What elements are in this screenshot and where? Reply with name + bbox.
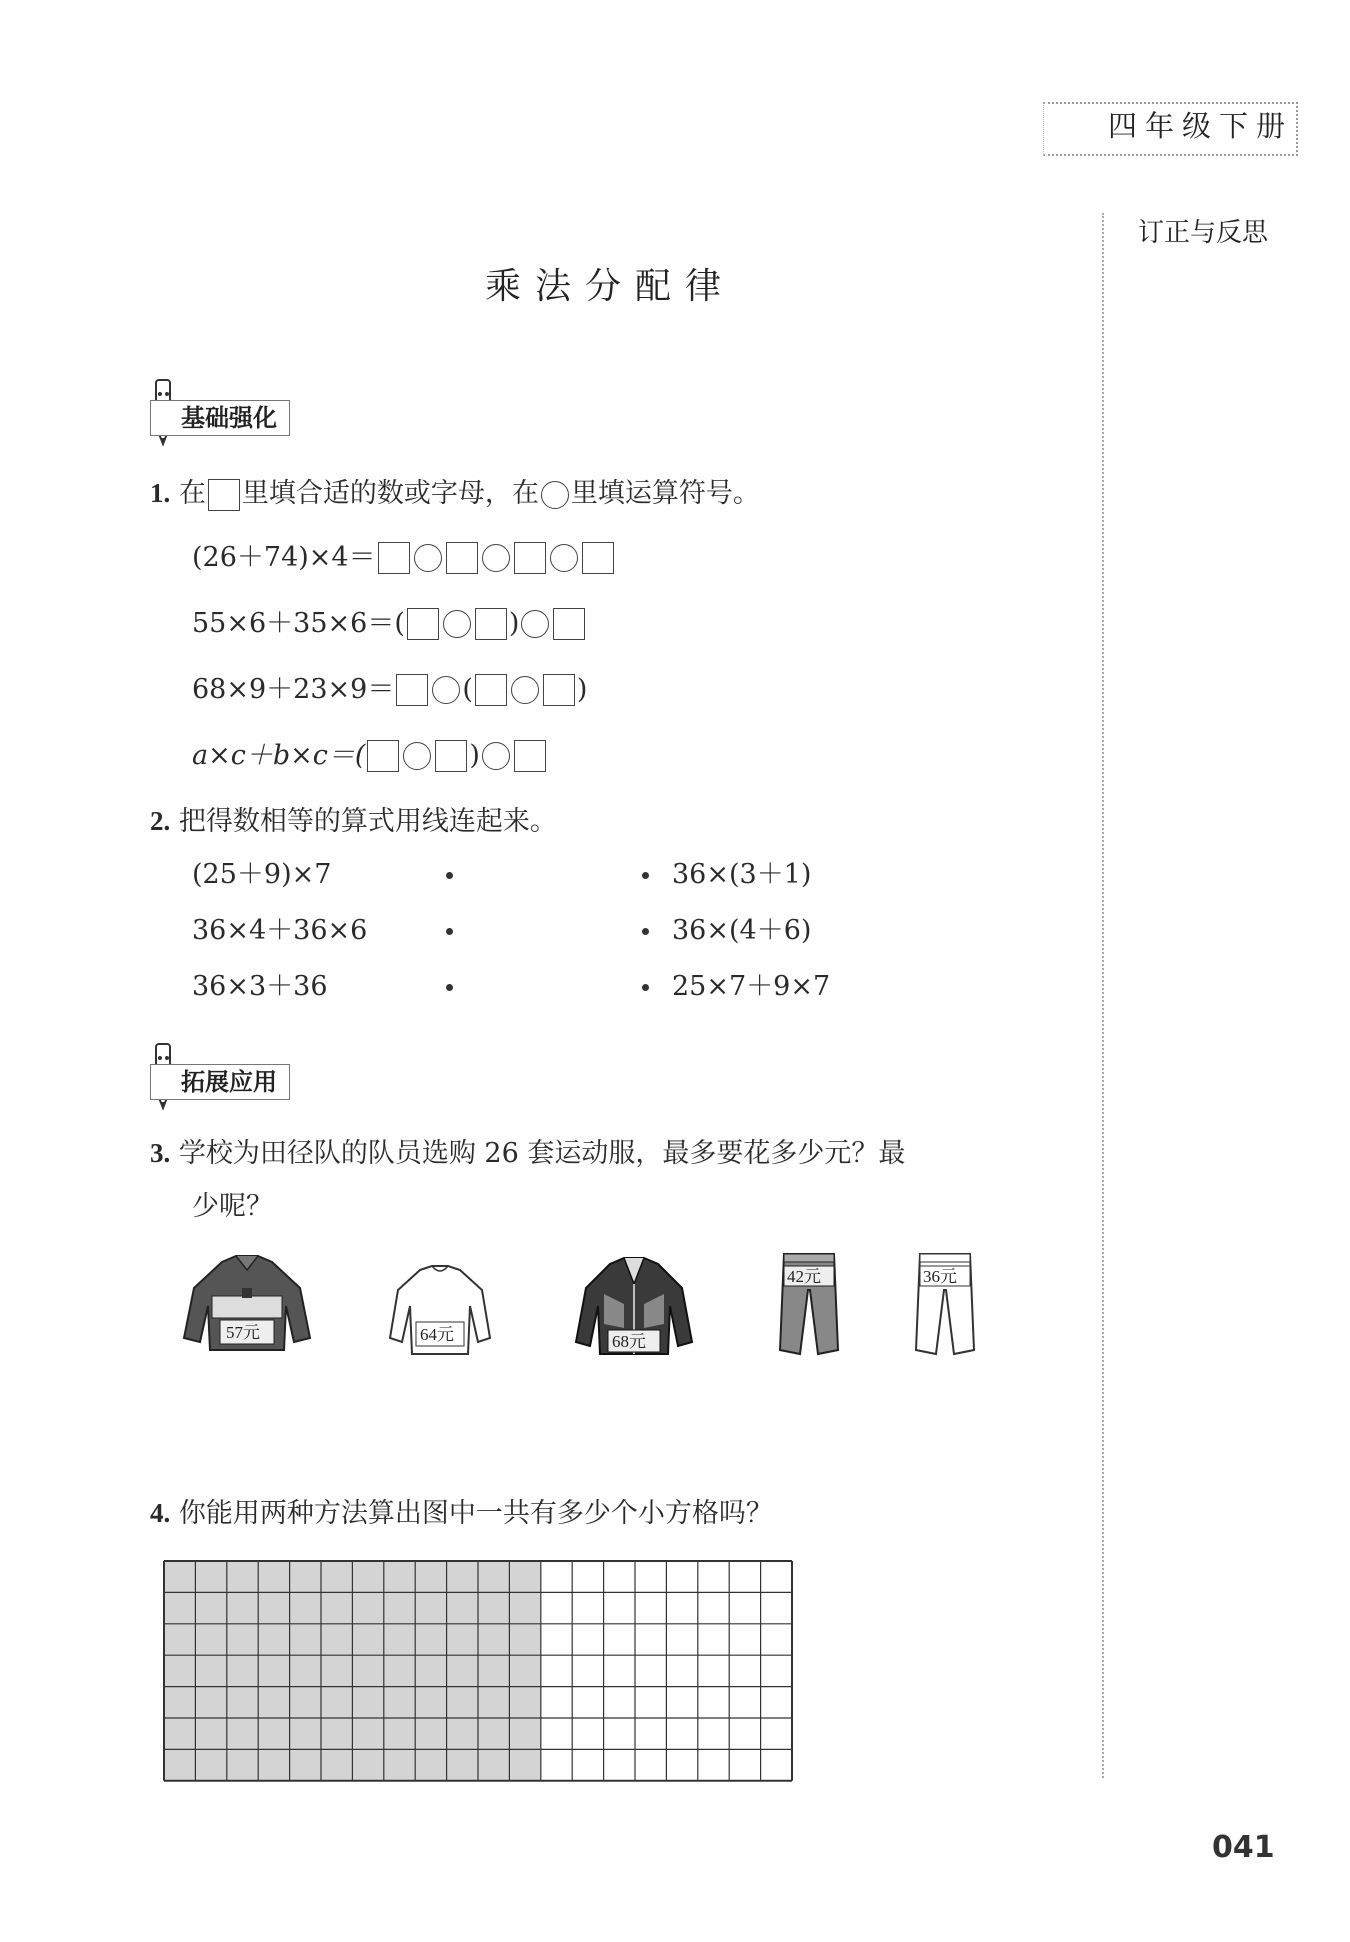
right-expression-1: 36×(3＋1) <box>672 859 812 890</box>
dark-sweater-icon <box>182 1250 312 1356</box>
equation-4: a×c＋b×c＝( ) <box>192 738 548 774</box>
equation-1 <box>192 540 616 576</box>
match-dot-right[interactable] <box>642 984 649 991</box>
q1-text-c: 里填运算符号。 <box>570 478 760 509</box>
match-dot-right[interactable] <box>642 928 649 935</box>
dark-jacket-icon <box>574 1254 694 1358</box>
question-number: 1. <box>150 478 171 508</box>
price-label: 68元 <box>612 1332 646 1351</box>
operator-circle[interactable] <box>482 544 510 572</box>
operator-circle[interactable] <box>414 544 442 572</box>
equation-3-expression: 68×9＋23×9＝ <box>192 674 395 705</box>
gray-pants-icon <box>776 1250 842 1360</box>
equation-4-expression: a×c＋b×c＝( <box>192 740 366 771</box>
question-2 <box>150 804 557 839</box>
left-expression-3: 36×3＋36 <box>192 971 328 1002</box>
answer-box[interactable] <box>378 542 410 574</box>
operator-circle[interactable] <box>403 742 431 770</box>
operator-circle[interactable] <box>541 481 569 509</box>
q4-text: 你能用两种方法算出图中一共有多少个小方格吗？ <box>178 1498 773 1529</box>
answer-box[interactable] <box>208 479 240 511</box>
operator-circle[interactable] <box>511 676 539 704</box>
operator-circle[interactable] <box>521 610 549 638</box>
equation-2: 55×6＋35×6＝( ) <box>192 606 587 642</box>
price-label: 36元 <box>923 1267 957 1286</box>
answer-box[interactable] <box>367 740 399 772</box>
answer-box[interactable] <box>514 740 546 772</box>
question-number: 4. <box>150 1498 171 1528</box>
page-title: 乘法分配律 <box>485 266 736 307</box>
operator-circle[interactable] <box>443 610 471 638</box>
side-column-divider <box>1102 213 1104 1778</box>
q2-text: 把得数相等的算式用线连起来。 <box>178 806 557 837</box>
section-tag-extend: 拓展应用 <box>150 1064 290 1100</box>
right-expression-2: 36×(4＋6) <box>672 915 812 946</box>
answer-box[interactable] <box>407 608 439 640</box>
white-pants-icon <box>912 1250 978 1360</box>
answer-box[interactable] <box>435 740 467 772</box>
equation-2-expression: 55×6＋35×6＝( <box>192 608 405 639</box>
match-dot-left[interactable] <box>446 928 453 935</box>
left-expression-2: 36×4＋36×6 <box>192 915 368 946</box>
page-number: 041 <box>1212 1830 1275 1865</box>
answer-box[interactable] <box>475 608 507 640</box>
q3-line-1: 学校为田径队的队员选购 26 套运动服，最多要花多少元？最 <box>178 1138 906 1169</box>
square-grid <box>163 1560 793 1782</box>
price-label: 64元 <box>420 1325 454 1344</box>
price-label: 42元 <box>787 1267 821 1286</box>
answer-box[interactable] <box>475 674 507 706</box>
answer-box[interactable] <box>396 674 428 706</box>
answer-box[interactable] <box>514 542 546 574</box>
side-column-title: 订正与反思 <box>1138 218 1269 248</box>
operator-circle[interactable] <box>432 676 460 704</box>
white-shirt-icon <box>388 1264 492 1358</box>
question-number: 2. <box>150 806 171 836</box>
q1-text-b: 里填合适的数或字母，在 <box>241 478 539 509</box>
question-4 <box>150 1496 773 1531</box>
q1-text-a: 在 <box>178 478 206 509</box>
match-dot-left[interactable] <box>446 872 453 879</box>
answer-box[interactable] <box>582 542 614 574</box>
q3-line-2: 少呢？ <box>192 1191 273 1222</box>
right-expression-3: 25×7＋9×7 <box>672 971 831 1002</box>
answer-box[interactable] <box>543 674 575 706</box>
section-tag-basic: 基础强化 <box>150 400 290 436</box>
left-expression-1: (25＋9)×7 <box>192 859 332 890</box>
equation-3: 68×9＋23×9＝ ( ) <box>192 672 587 708</box>
price-label: 57元 <box>226 1323 260 1342</box>
answer-box[interactable] <box>553 608 585 640</box>
answer-box[interactable] <box>446 542 478 574</box>
operator-circle[interactable] <box>550 544 578 572</box>
question-3 <box>150 1136 905 1171</box>
match-dot-left[interactable] <box>446 984 453 991</box>
grade-label: 四年级下册 <box>1108 109 1294 143</box>
question-number: 3. <box>150 1138 171 1168</box>
question-1 <box>150 476 760 511</box>
match-dot-right[interactable] <box>642 872 649 879</box>
equation-1-expression: (26＋74)×4＝ <box>192 542 376 573</box>
operator-circle[interactable] <box>482 742 510 770</box>
